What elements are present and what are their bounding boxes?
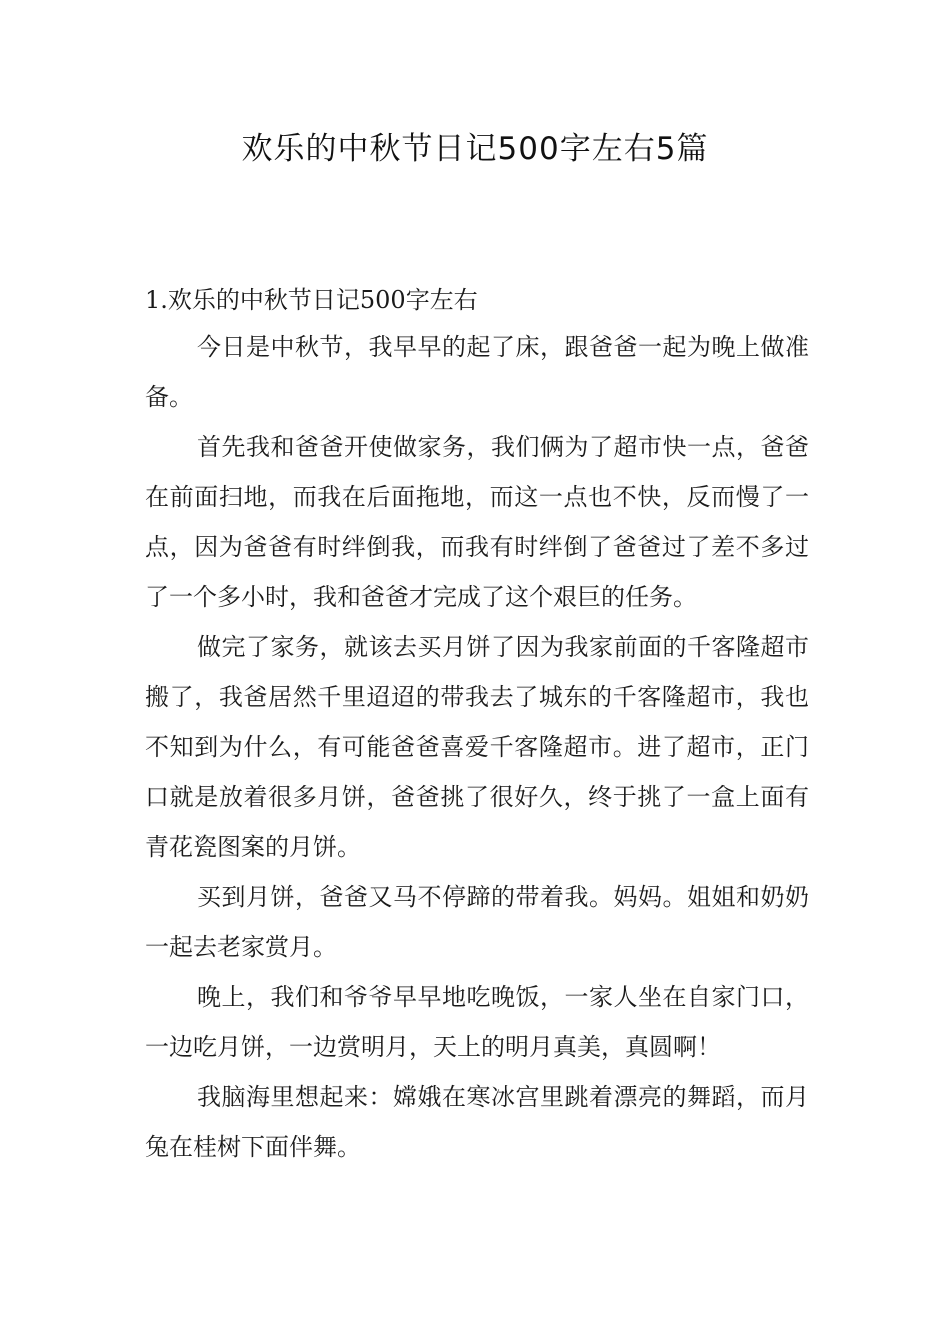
- paragraph-1: 今日是中秋节，我早早的起了床，跟爸爸一起为晚上做准备。: [145, 333, 809, 411]
- document-title: 欢乐的中秋节日记500字左右5篇: [241, 131, 709, 167]
- section-heading: 1.欢乐的中秋节日记500字左右: [145, 286, 478, 314]
- document-body: [145, 282, 809, 1172]
- paragraph-4: 买到月饼，爸爸又马不停蹄的带着我。妈妈。姐姐和奶奶一起去老家赏月。: [145, 883, 809, 961]
- paragraph-2: 首先我和爸爸开使做家务，我们俩为了超市快一点，爸爸在前面扫地，而我在后面拖地，而这一点也不快，反而慢了一点，因为爸爸有时绊倒我，而我有时绊倒了爸爸过了差不多过了一个多小时，我和爸爸才完成了这个艰巨的任务。: [145, 433, 809, 611]
- paragraph-6: 我脑海里想起来：嫦娥在寒冰宫里跳着漂亮的舞蹈，而月兔在桂树下面伴舞。: [145, 1083, 809, 1161]
- paragraph-3: 做完了家务，就该去买月饼了因为我家前面的千客隆超市搬了，我爸居然千里迢迢的带我去了城东的千客隆超市，我也不知到为什么，有可能爸爸喜爱千客隆超市。进了超市，正门口就是放着很多月饼，爸爸挑了很好久，终于挑了一盒上面有青花瓷图案的月饼。: [145, 633, 809, 861]
- paragraph-5: 晚上，我们和爷爷早早地吃晚饭，一家人坐在自家门口，一边吃月饼，一边赏明月，天上的明月真美，真圆啊！: [145, 983, 809, 1061]
